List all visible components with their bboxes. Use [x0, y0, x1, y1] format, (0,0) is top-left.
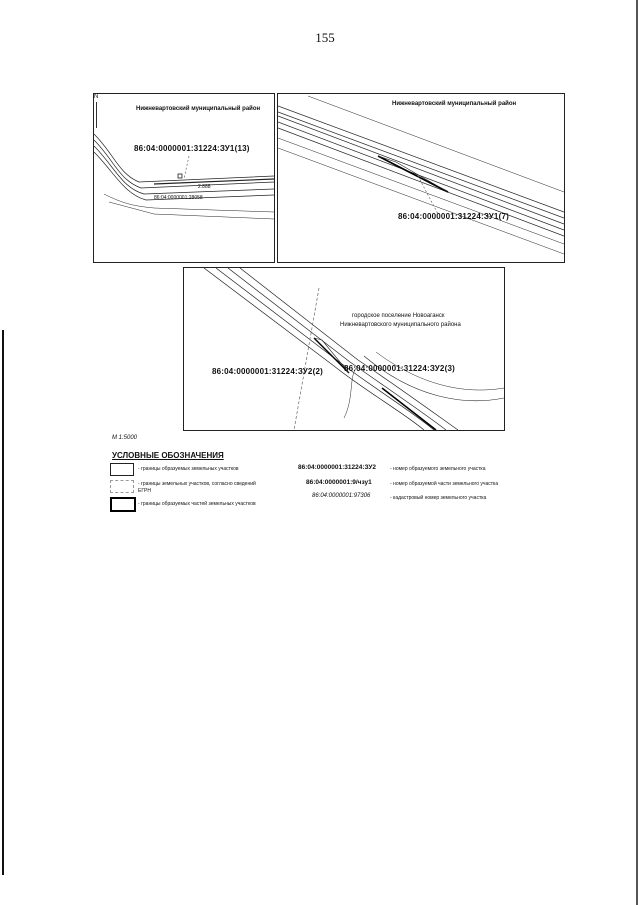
- legend-title: УСЛОВНЫЕ ОБОЗНАЧЕНИЯ: [112, 451, 224, 460]
- map-1-cad-label-2: 2:888: [198, 184, 211, 190]
- north-label: N: [94, 94, 99, 100]
- legend-desc-part: - номер образуемой части земельного участка: [390, 481, 499, 487]
- page-number: 155: [315, 30, 335, 45]
- map-3-region-label-1: городское поселение Новоаганск: [352, 313, 445, 319]
- map-3-drawing: [184, 268, 504, 430]
- legend-item-3: - границы образуемых частей земельных участков: [138, 501, 256, 507]
- map-3-parcel-label-left: 86:04:0000001:31224:ЗУ2(2): [212, 367, 323, 376]
- left-margin-line: [2, 330, 4, 875]
- right-edge-line: [636, 0, 638, 905]
- map-panel-2: [277, 93, 565, 263]
- map-1-marker: [178, 174, 182, 178]
- map-panel-1: [93, 93, 275, 263]
- legend-desc-parcel: - номер образуемого земельного участка: [390, 466, 486, 472]
- map-1-parcel-label: 86:04:0000001:31224:ЗУ1(13): [134, 144, 250, 153]
- map-scale: М 1:5000: [112, 435, 138, 441]
- legend-swatch-new-part: [110, 497, 136, 512]
- north-arrow: [96, 102, 97, 128]
- map-3-parcel-label-right: 86:04:0000001:31224:ЗУ2(3): [344, 364, 455, 373]
- legend-desc-cadastral: - кадастровый номер земельного участка: [390, 495, 487, 501]
- map-2-region-label: Нижневартовский муниципальный район: [392, 101, 517, 107]
- legend-code-part: 86:04:0000001:9/чзу1: [306, 479, 372, 486]
- legend-swatch-egrn-parcel: [110, 480, 134, 493]
- legend-code-parcel: 86:04:0000001:31224:ЗУ2: [298, 464, 376, 471]
- map-1-region-label: Нижневартовский муниципальный район: [136, 106, 261, 112]
- legend-code-cadastral: 86:04:0000001:97306: [312, 493, 371, 499]
- map-2-drawing: [278, 94, 564, 262]
- legend-item-2: - границы земельных участков, согласно сведений ЕГРН: [138, 481, 256, 494]
- map-1-drawing: [94, 94, 274, 262]
- legend-swatch-new-parcel: [110, 463, 134, 476]
- map-1-cad-label-1: 86:04:0000001:28058: [154, 195, 203, 201]
- map-2-parcel-label: 86:04:0000001:31224:ЗУ1(7): [398, 212, 509, 221]
- map-panel-3: [183, 267, 505, 431]
- map-3-region-label-2: Нижневартовского муниципального района: [340, 322, 461, 328]
- legend-item-1: - границы образуемых земельных участков: [138, 466, 239, 472]
